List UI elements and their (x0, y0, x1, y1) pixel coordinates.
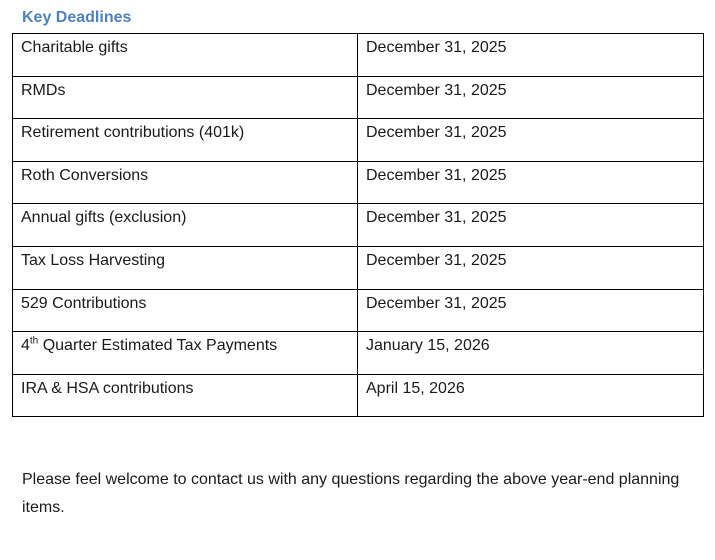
ordinal-number: 4 (21, 337, 30, 355)
deadline-item: Charitable gifts (13, 34, 358, 77)
table-row (13, 76, 704, 119)
closing-paragraph: Please feel welcome to contact us with any questions regarding the above year-end planning items. (22, 471, 680, 516)
deadline-date: January 15, 2026 (358, 332, 704, 375)
ordinal-suffix: th (29, 335, 39, 347)
deadline-item: IRA & HSA contributions (13, 374, 358, 417)
deadline-date: December 31, 2025 (358, 119, 704, 162)
deadline-date: December 31, 2025 (358, 289, 704, 332)
table-row (13, 204, 704, 247)
deadline-date: December 31, 2025 (358, 204, 704, 247)
deadline-date: April 15, 2026 (358, 374, 704, 417)
deadline-date: December 31, 2025 (358, 34, 704, 77)
table-row (13, 289, 704, 332)
section-heading: Key Deadlines (22, 9, 132, 26)
deadline-item: Retirement contributions (401k) (13, 119, 358, 162)
table-row (13, 332, 704, 375)
deadline-item-text: Quarter Estimated Tax Payments (38, 337, 278, 355)
table-row (13, 161, 704, 204)
table-row (13, 374, 704, 417)
deadline-item (13, 332, 358, 375)
deadline-item: 529 Contributions (13, 289, 358, 332)
deadline-date: December 31, 2025 (358, 246, 704, 289)
deadline-item: Tax Loss Harvesting (13, 246, 358, 289)
deadline-item: Annual gifts (exclusion) (13, 204, 358, 247)
table-row (13, 34, 704, 77)
deadline-date: December 31, 2025 (358, 161, 704, 204)
deadlines-table (12, 33, 704, 417)
deadline-item: RMDs (13, 76, 358, 119)
deadline-date: December 31, 2025 (358, 76, 704, 119)
table-row (13, 119, 704, 162)
table-row (13, 246, 704, 289)
deadline-item: Roth Conversions (13, 161, 358, 204)
